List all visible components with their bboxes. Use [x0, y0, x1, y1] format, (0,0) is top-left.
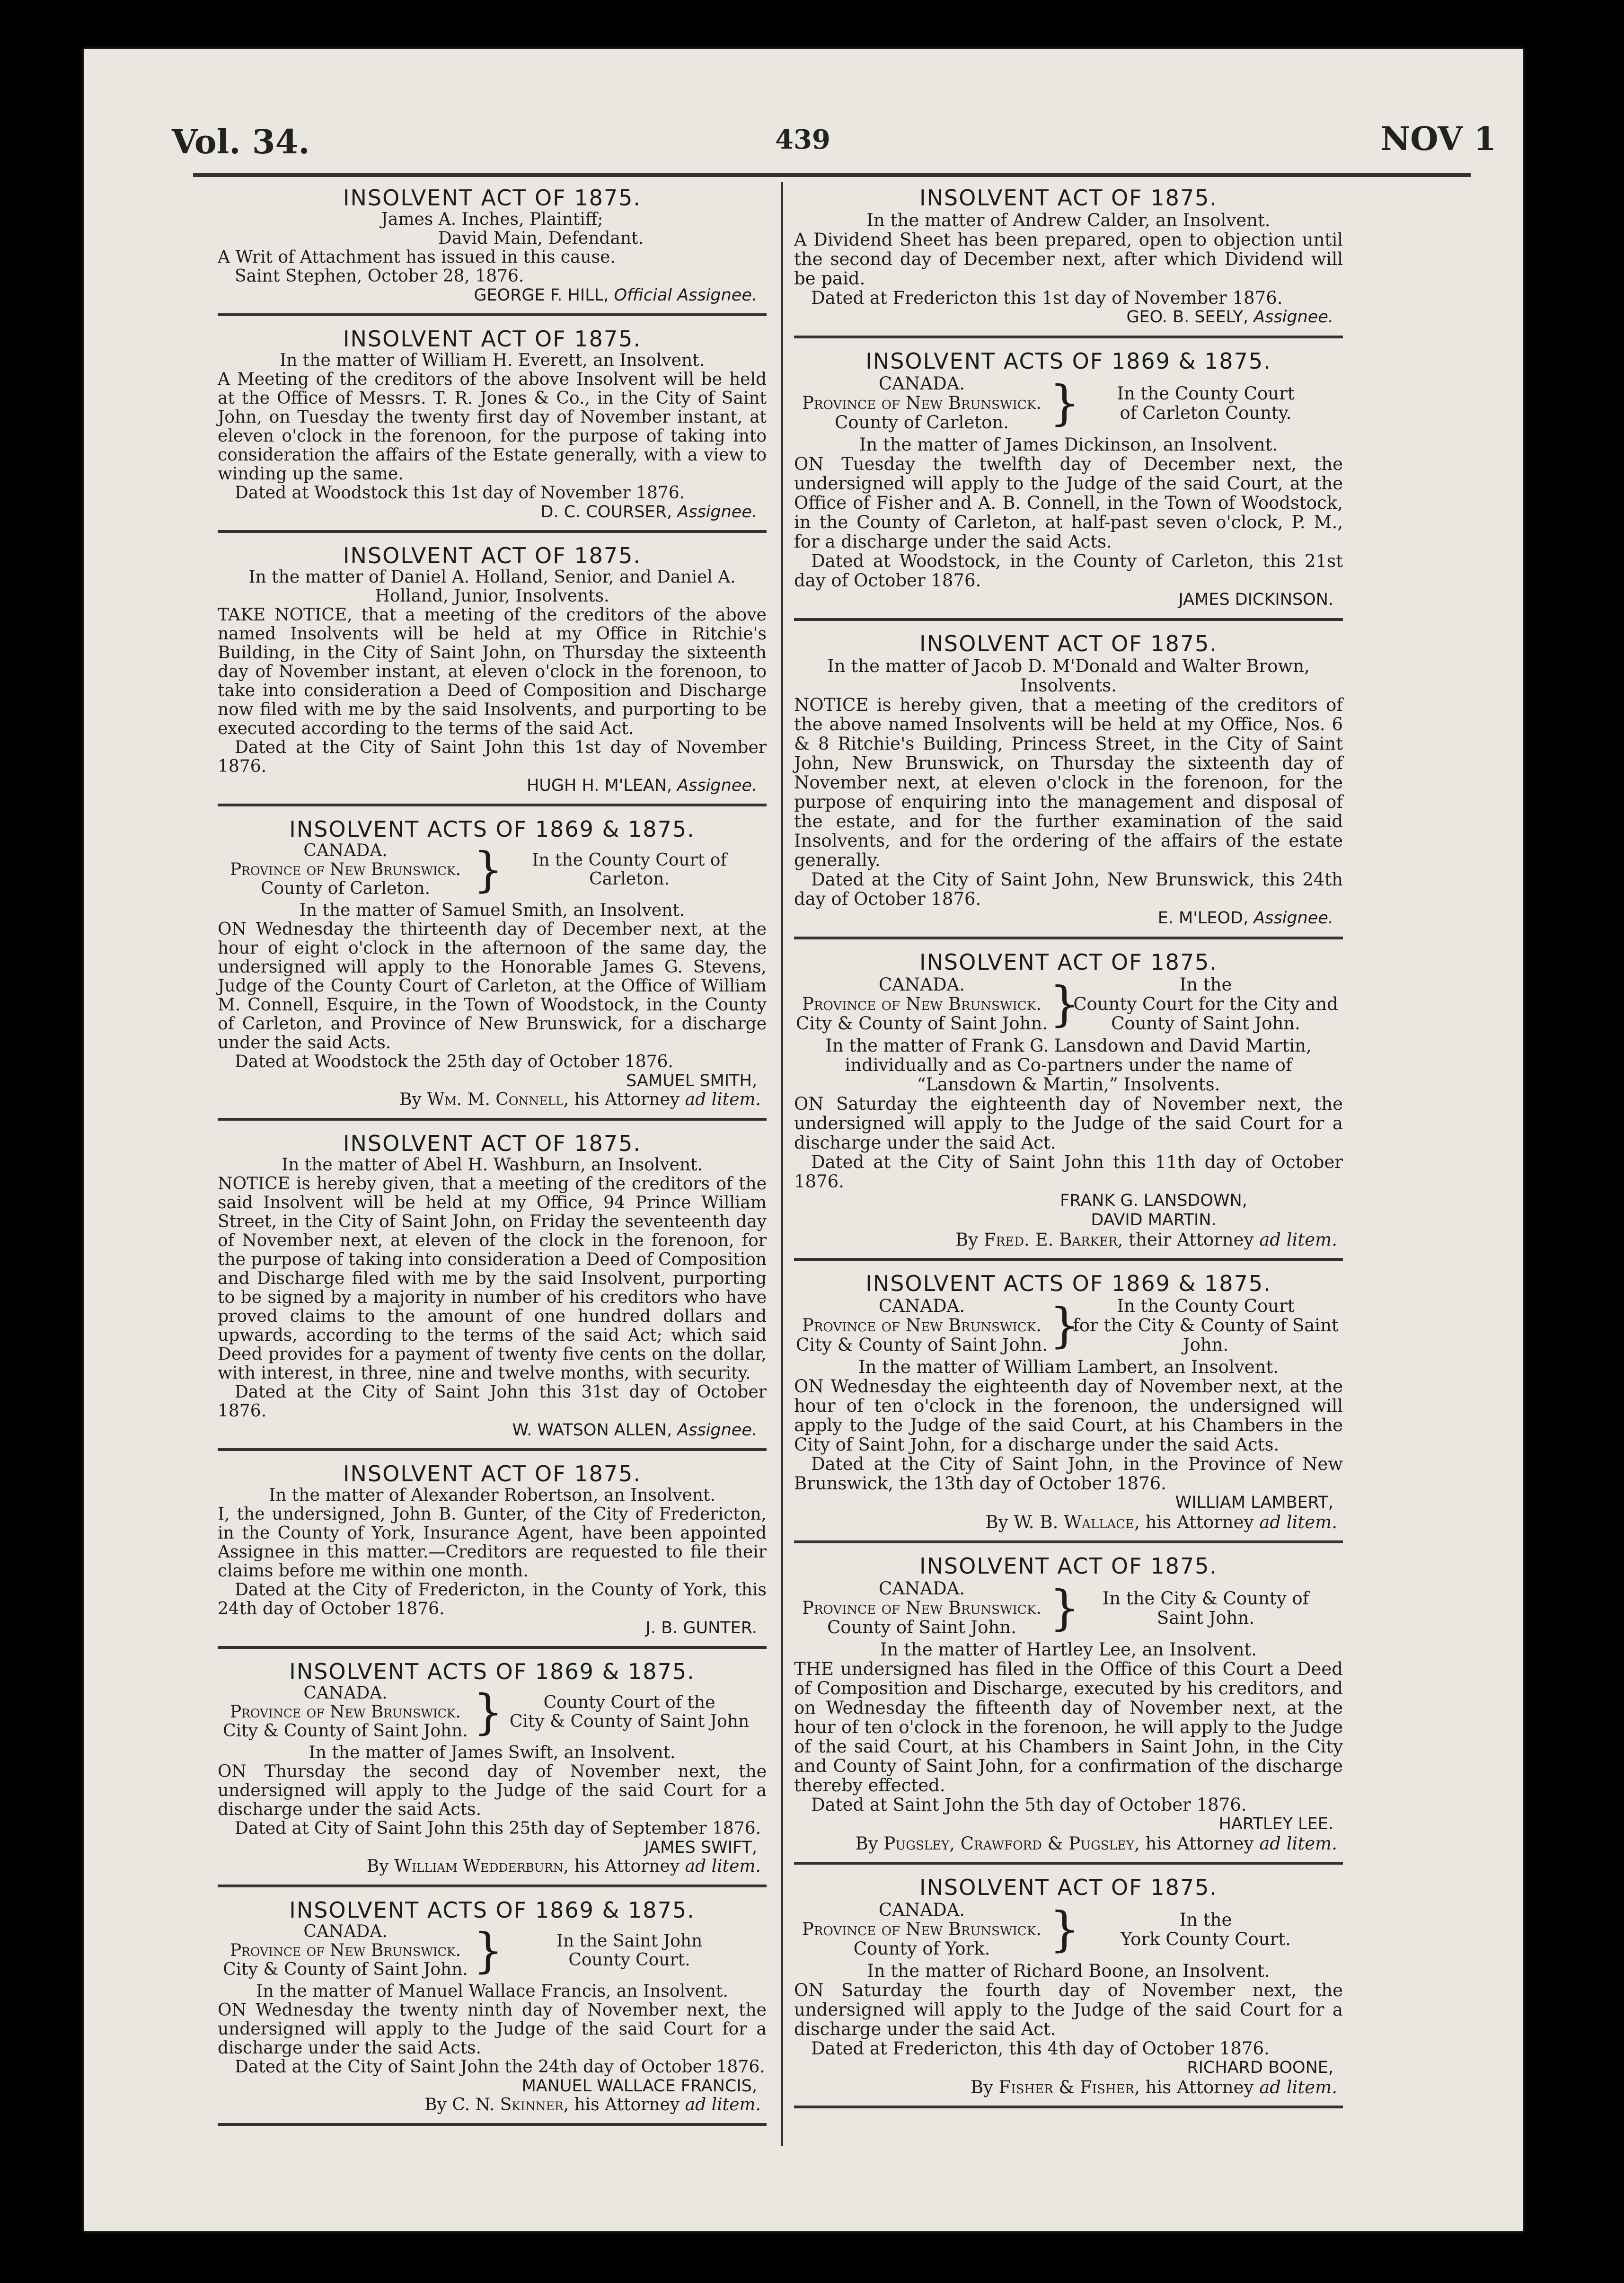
- header-rule: [193, 173, 1471, 177]
- signer-name: MANUEL WALLACE FRANCIS,: [521, 2077, 757, 2096]
- attorney-title: their Attorney: [1129, 1230, 1254, 1250]
- attorney-role: ad litem.: [1259, 1230, 1337, 1250]
- signer-role: Assignee.: [677, 1421, 757, 1440]
- issue-date: NOV 1: [1381, 120, 1496, 158]
- matter-line: In the matter of Samuel Smith, an Insolvent.: [299, 901, 685, 920]
- dated-line: Saint Stephen, October 28, 1876.: [235, 266, 524, 286]
- notice-title: INSOLVENT ACT OF 1875.: [343, 326, 642, 352]
- legal-notice: [218, 1894, 767, 2126]
- brace-symbol: }: [1050, 1901, 1080, 1957]
- signer-name: SAMUEL SMITH,: [626, 1071, 757, 1090]
- notice-title: INSOLVENT ACT OF 1875.: [343, 185, 642, 211]
- notice-body: THE undersigned has filed in the Office of this Court a Deed of Composition and Discharge, executed by his creditors, and on Wednesday the fifteenth day of November next, at the hour of ten o'clock in the forenoon, he will apply to the Judge of the said Court, at his Chambers in Saint John, in the City and County of Saint John, for a confirmation of the discharge thereby effected.: [794, 1659, 1343, 1796]
- party-line: James A. Inches, Plaintiff;: [381, 210, 603, 229]
- notice-title: INSOLVENT ACT OF 1875.: [343, 543, 642, 568]
- matter-line: In the matter of Manuel Wallace Francis, an Insolvent.: [256, 1982, 728, 2001]
- matter-line: In the matter of Daniel A. Holland, Senior, and Daniel A. Holland, Junior, Insolvents.: [248, 567, 736, 606]
- signer-role: Assignee.: [1253, 308, 1333, 327]
- attorney-line: By W. B. Wallace, his Attorney ad litem.: [985, 1512, 1337, 1532]
- notice-body: ON Saturday the eighteenth day of November next, the undersigned will apply to the Judge of the said Court for a discharge under the said Act.: [794, 1094, 1343, 1153]
- brace-symbol: }: [1050, 1580, 1080, 1636]
- page-number: 439: [775, 124, 830, 155]
- dated-line: Dated at Woodstock, in the County of Carleton, this 21st day of October 1876.: [794, 551, 1343, 591]
- court-block: [794, 975, 1343, 1033]
- attorney-title: his Attorney: [574, 2095, 680, 2115]
- brace-symbol: }: [1050, 1297, 1080, 1353]
- attorney-role: ad litem.: [1259, 2077, 1337, 2097]
- notice-title: INSOLVENT ACT OF 1875.: [919, 1875, 1218, 1900]
- signer-line: [218, 1421, 767, 1440]
- signer-name: HUGH H. M'LEAN,: [526, 776, 672, 795]
- signer-name: JAMES SWIFT,: [644, 1838, 757, 1857]
- court-name-line: County of Saint John.: [1111, 1013, 1300, 1034]
- court-name: [1068, 1910, 1343, 1949]
- jurisdiction-line: City & County of Saint John.: [223, 1960, 468, 1979]
- notice-body: TAKE NOTICE, that a meeting of the creditors of the above named Insolvents will be held at my Office in Ritchie's Building, in the City of Saint John, on Thursday the sixteenth day of November instant, at eleven o'clock in the forenoon, to take into consideration a Deed of Composition and Discharge now filed with me by the said Insolvents, and purporting to be executed according to the terms of the said Act.: [218, 605, 767, 738]
- notice-body: ON Thursday the second day of November next, the undersigned will apply to the Judge of the said Court for a discharge under the said Acts.: [218, 1762, 767, 1819]
- court-jurisdiction: [218, 1684, 473, 1741]
- jurisdiction-line: CANADA.: [878, 1578, 965, 1599]
- signer-name: FRANK G. LANSDOWN,: [1060, 1191, 1247, 1210]
- attorney-title: his Attorney: [1145, 2077, 1254, 2097]
- notice-body: ON Wednesday the eighteenth day of November next, at the hour of ten o'clock in the forenoon, the undersigned will apply to the Judge of the said Court, at his Chambers in the City of Saint John, for a discharge under the said Acts.: [794, 1376, 1343, 1455]
- signer-line: [218, 286, 767, 305]
- dated-line: Dated at Woodstock this 1st day of November 1876.: [235, 483, 685, 503]
- court-name-line: In the: [1179, 974, 1232, 995]
- jurisdiction-line: Province of New Brunswick.: [802, 994, 1042, 1014]
- court-name-line: In the Saint John: [556, 1931, 703, 1951]
- signer-name: RICHARD BOONE,: [1187, 2058, 1333, 2077]
- court-block: [794, 1900, 1343, 1958]
- court-name: [1068, 384, 1343, 423]
- notice-title: INSOLVENT ACTS OF 1869 & 1875.: [865, 1271, 1271, 1296]
- jurisdiction-line: Province of New Brunswick.: [229, 860, 461, 879]
- attorney-role: ad litem.: [1259, 1833, 1337, 1854]
- jurisdiction-line: Province of New Brunswick.: [802, 1598, 1042, 1618]
- notice-body: ON Wednesday the thirteenth day of December next, at the hour of eight o'clock in the afternoon of the same day, the undersigned will apply to the Honorable James G. Stevens, Judge of the County Court of Carleton, at the Office of William M. Connell, Esquire, in the Town of Woodstock, in the County of Carleton, and Province of New Brunswick, for a discharge under the said Acts.: [218, 920, 767, 1053]
- dated-line: Dated at the City of Saint John this 11th day of October 1876.: [794, 1152, 1343, 1192]
- attorney-line: By Fred. E. Barker, their Attorney ad litem.: [955, 1230, 1337, 1250]
- court-block: [794, 1296, 1343, 1354]
- jurisdiction-line: County of Carleton.: [834, 412, 1009, 433]
- court-name-line: Saint John.: [1156, 1607, 1255, 1628]
- attorney-line: By C. N. Skinner, his Attorney ad litem.: [424, 2095, 761, 2115]
- notice-title: INSOLVENT ACTS OF 1869 & 1875.: [289, 816, 695, 842]
- notice-title: INSOLVENT ACT OF 1875.: [343, 1461, 642, 1487]
- signer-line: [794, 1814, 1343, 1834]
- signer-line: [794, 1493, 1343, 1513]
- signer-line: [218, 1838, 767, 1857]
- matter-line: In the matter of Richard Boone, an Insolvent.: [867, 1961, 1270, 1981]
- notice-title: INSOLVENT ACT OF 1875.: [919, 185, 1218, 211]
- notice-title: INSOLVENT ACTS OF 1869 & 1875.: [289, 1659, 695, 1684]
- attorney-title: his Attorney: [1145, 1512, 1254, 1532]
- matter-line: In the matter of James Swift, an Insolvent.: [309, 1743, 676, 1762]
- jurisdiction-line: CANADA.: [878, 1900, 965, 1920]
- notice-body: ON Tuesday the twelfth day of December next, the undersigned will apply to the Judge of the said Court, at the Office of Fisher and A. B. Connell, in the Town of Woodstock, in the County of Carleton, at half-past seven o'clock, P. M., for a discharge under the said Acts.: [794, 454, 1343, 552]
- court-name-line: York County Court.: [1121, 1929, 1291, 1949]
- matter-line: In the matter of Abel H. Washburn, an Insolvent.: [281, 1155, 703, 1175]
- jurisdiction-line: County of Carleton.: [260, 879, 431, 898]
- court-name-line: City & County of Saint John: [509, 1712, 750, 1731]
- notice-title: INSOLVENT ACT OF 1875.: [919, 631, 1218, 656]
- notice-body: ON Wednesday the twenty ninth day of November next, the undersigned will apply to the Judge of the said Court for a discharge under the said Acts.: [218, 2000, 767, 2058]
- signer-name: J. B. GUNTER.: [645, 1619, 757, 1637]
- signer-role: Assignee.: [1253, 909, 1333, 928]
- signer-name: W. WATSON ALLEN,: [512, 1421, 672, 1440]
- signer-line: [794, 308, 1343, 327]
- dated-line: Dated at City of Saint John this 25th day of September 1876.: [235, 1819, 761, 1838]
- attorney-title: his Attorney: [574, 1857, 680, 1876]
- court-name: [492, 1693, 767, 1731]
- column-divider: [781, 182, 783, 2146]
- court-block: [218, 1922, 767, 1979]
- dated-line: Dated at the City of Saint John this 31st day of October 1876.: [218, 1382, 767, 1421]
- court-block: [794, 374, 1343, 432]
- jurisdiction-line: Province of New Brunswick.: [802, 393, 1042, 413]
- matter-line: In the matter of James Dickinson, an Insolvent.: [859, 434, 1278, 455]
- matter-line: In the matter of Andrew Calder, an Insolvent.: [866, 210, 1271, 230]
- notice-title: INSOLVENT ACT OF 1875.: [919, 949, 1218, 975]
- court-name-line: County Court for the City and: [1073, 994, 1338, 1014]
- dated-line: Dated at the City of Saint John this 1st day of November 1876.: [218, 738, 767, 776]
- legal-notice: [218, 813, 767, 1121]
- jurisdiction-line: Province of New Brunswick.: [229, 1941, 461, 1960]
- dated-line: Dated at the City of Saint John the 24th day of October 1876.: [235, 2057, 765, 2077]
- dated-line: Dated at Fredericton, this 4th day of October 1876.: [811, 2038, 1270, 2059]
- attorney-line: By Fisher & Fisher, his Attorney ad litem.: [970, 2077, 1337, 2097]
- court-jurisdiction: [218, 1922, 473, 1979]
- notice-title: INSOLVENT ACTS OF 1869 & 1875.: [865, 348, 1271, 374]
- court-name-line: Carleton.: [589, 869, 670, 889]
- legal-notice: [218, 540, 767, 806]
- court-name-line: In the: [1179, 1909, 1232, 1930]
- signer-line: [218, 503, 767, 522]
- jurisdiction-line: CANADA.: [878, 974, 965, 995]
- dated-line: Dated at the City of Saint John, in the Province of New Brunswick, the 13th day of October 1876.: [794, 1454, 1343, 1494]
- signer-name: D. C. COURSER,: [540, 503, 672, 522]
- attorney-line: By William Wedderburn, his Attorney ad litem.: [366, 1857, 761, 1876]
- legal-notice: [218, 323, 767, 533]
- dated-line: Dated at Fredericton this 1st day of November 1876.: [811, 288, 1283, 308]
- legal-notice: [794, 182, 1343, 338]
- legal-notice: [218, 1655, 767, 1887]
- notice-body: NOTICE is hereby given, that a meeting of the creditors of the said Insolvent will be held at my Office, 94 Prince William Street, in the City of Saint John, on Friday the seventeenth day of November next, at eleven of the clock in the forenoon, for the purpose of taking into consideration a Deed of Composition and Discharge filed with me by the said Insolvent, purporting to be signed by a majority in number of his creditors who have proved claims to the amount of one hundred dollars and upwards, according to the terms of the said Act; which said Deed provides for a payment of twenty five cents on the dollar, with interest, in three, nine and twelve months, with security.: [218, 1174, 767, 1383]
- notice-body: A Dividend Sheet has been prepared, open to objection until the second day of December next, after which Dividend will be paid.: [794, 230, 1343, 289]
- court-block: [218, 1684, 767, 1741]
- notice-title: INSOLVENT ACT OF 1875.: [343, 1131, 642, 1156]
- notice-body: A Meeting of the creditors of the above Insolvent will be held at the Office of Messrs. T. R. Jones & Co., in the City of Saint John, on Tuesday the twenty first day of November instant, at eleven o'clock in the forenoon, for the purpose of taking into consideration the affairs of the Estate generally, with a view to winding up the same.: [218, 370, 767, 484]
- court-name-line: County Court of the: [543, 1693, 715, 1712]
- legal-notice: [218, 1127, 767, 1451]
- court-jurisdiction: [794, 374, 1050, 432]
- attorney-name: W. B. Wallace,: [1014, 1512, 1140, 1532]
- dated-line: Dated at Woodstock the 25th day of October 1876.: [235, 1052, 673, 1071]
- court-name: [1068, 1589, 1343, 1628]
- jurisdiction-line: City & County of Saint John.: [223, 1721, 468, 1741]
- attorney-name: Wm. M. Connell,: [427, 1090, 569, 1109]
- dated-line: Dated at the City of Saint John, New Brunswick, this 24th day of October 1876.: [794, 869, 1343, 909]
- signer-name: DAVID MARTIN.: [1091, 1211, 1217, 1230]
- court-jurisdiction: [794, 1900, 1050, 1958]
- court-name-line: In the County Court: [1117, 383, 1295, 404]
- left-column: [218, 182, 767, 2133]
- brace-symbol: }: [1050, 375, 1080, 431]
- jurisdiction-line: CANADA.: [878, 373, 965, 394]
- signer-role: Assignee.: [677, 503, 757, 522]
- court-jurisdiction: [794, 975, 1050, 1033]
- attorney-role: ad litem.: [685, 2095, 761, 2115]
- legal-notice: [218, 182, 767, 316]
- jurisdiction-line: Province of New Brunswick.: [802, 1315, 1042, 1336]
- signer-line: [218, 1619, 767, 1637]
- legal-notice: [794, 1267, 1343, 1543]
- signer-name: WILLIAM LAMBERT,: [1175, 1493, 1333, 1512]
- court-name-line: County Court.: [568, 1950, 690, 1970]
- legal-notice: [794, 1550, 1343, 1865]
- notice-body: A Writ of Attachment has issued in this cause.: [218, 248, 616, 267]
- jurisdiction-line: CANADA.: [303, 1922, 388, 1941]
- court-name: [492, 1932, 767, 1970]
- right-column: [794, 182, 1343, 2115]
- signer-name: GEORGE F. HILL,: [474, 286, 609, 305]
- court-block: [218, 841, 767, 898]
- brace-symbol: }: [473, 842, 503, 897]
- jurisdiction-line: City & County of Saint John.: [795, 1335, 1048, 1355]
- court-block: [794, 1579, 1343, 1637]
- signer-name: GEO. B. SEELY,: [1126, 308, 1249, 327]
- court-name-line: of Carleton County.: [1120, 402, 1292, 423]
- legal-notice: [794, 946, 1343, 1261]
- jurisdiction-line: County of York.: [853, 1938, 990, 1959]
- dated-line: Dated at Saint John the 5th day of October 1876.: [811, 1795, 1247, 1815]
- party-line: David Main, Defendant.: [438, 229, 644, 248]
- matter-line: In the matter of Jacob D. M'Donald and Walter Brown, Insolvents.: [827, 656, 1310, 696]
- jurisdiction-line: Province of New Brunswick.: [229, 1702, 461, 1722]
- notice-title: INSOLVENT ACTS OF 1869 & 1875.: [289, 1897, 695, 1923]
- legal-notice: [794, 628, 1343, 939]
- jurisdiction-line: CANADA.: [303, 1683, 388, 1703]
- court-name-line: In the County Court of: [532, 850, 727, 870]
- attorney-title: his Attorney: [574, 1090, 680, 1109]
- matter-line: In the matter of William H. Everett, an Insolvent.: [279, 351, 705, 370]
- court-name-line: In the City & County of: [1102, 1588, 1309, 1609]
- attorney-name: C. N. Skinner,: [452, 2095, 569, 2115]
- notice-title: INSOLVENT ACT OF 1875.: [919, 1553, 1218, 1579]
- signer-name: E. M'LEOD,: [1157, 909, 1249, 928]
- court-name-line: for the City & County of Saint John.: [1073, 1315, 1339, 1355]
- jurisdiction-line: CANADA.: [303, 841, 388, 860]
- page-header: [84, 49, 1523, 163]
- signer-line: [794, 590, 1343, 610]
- signer-line: [218, 1071, 767, 1090]
- notice-body: NOTICE is hereby given, that a meeting of the creditors of the above named Insolvents will be held at my Office, Nos. 6 & 8 Ritchie's Building, Princess Street, in the City of Saint John, New Brunswick, on Thursday the sixteenth day of November next, at eleven o'clock in the forenoon, for the purpose of enquiring into the management and disposal of the estate, and for the further examination of the said Insolvents, and for the ordering of the affairs of the estate generally.: [794, 695, 1343, 870]
- attorney-name: Fred. E. Barker,: [983, 1230, 1123, 1250]
- court-jurisdiction: [794, 1296, 1050, 1354]
- attorney-name: Fisher & Fisher,: [998, 2077, 1140, 2097]
- signer-line: [794, 2058, 1343, 2078]
- brace-symbol: }: [473, 1923, 503, 1978]
- attorney-line: By Pugsley, Crawford & Pugsley, his Attorney ad litem.: [855, 1833, 1337, 1854]
- jurisdiction-line: County of Saint John.: [827, 1617, 1016, 1637]
- court-name: [1068, 1296, 1343, 1354]
- court-jurisdiction: [794, 1579, 1050, 1637]
- dated-line: Dated at the City of Fredericton, in the County of York, this 24th day of October 1876.: [218, 1580, 767, 1619]
- signer-name: HARTLEY LEE.: [1218, 1814, 1333, 1833]
- matter-line: In the matter of Alexander Robertson, an Insolvent.: [269, 1486, 715, 1505]
- matter-line: In the matter of William Lambert, an Insolvent.: [858, 1357, 1279, 1377]
- brace-symbol: }: [1050, 976, 1080, 1032]
- signer-name: JAMES DICKINSON.: [1178, 590, 1333, 609]
- legal-notice: [218, 1458, 767, 1649]
- signer-role: Assignee.: [677, 776, 757, 795]
- jurisdiction-line: CANADA.: [878, 1296, 965, 1316]
- attorney-line: By Wm. M. Connell, his Attorney ad litem.: [399, 1090, 761, 1109]
- signer-line: [794, 909, 1343, 928]
- legal-notice: [794, 345, 1343, 621]
- signer-line: [218, 776, 767, 795]
- legal-notice: [794, 1871, 1343, 2108]
- court-name: [1068, 975, 1343, 1033]
- attorney-role: ad litem.: [685, 1090, 761, 1109]
- matter-line: In the matter of Frank G. Lansdown and David Martin, individually and as Co-partners under the name of “Lansdown & Martin,” Insolvents.: [825, 1035, 1312, 1095]
- court-name: [492, 851, 767, 889]
- court-jurisdiction: [218, 841, 473, 898]
- attorney-role: ad litem.: [685, 1857, 761, 1876]
- attorney-role: ad litem.: [1259, 1512, 1337, 1532]
- court-name-line: In the County Court: [1117, 1296, 1295, 1316]
- attorney-name: Pugsley, Crawford & Pugsley,: [883, 1833, 1140, 1854]
- attorney-title: his Attorney: [1145, 1833, 1254, 1854]
- jurisdiction-line: Province of New Brunswick.: [802, 1919, 1042, 1939]
- jurisdiction-line: City & County of Saint John.: [795, 1013, 1048, 1034]
- attorney-name: William Wedderburn,: [394, 1857, 569, 1876]
- matter-line: In the matter of Hartley Lee, an Insolvent.: [880, 1639, 1257, 1660]
- notice-body: I, the undersigned, John B. Gunter, of the City of Fredericton, in the County of York, Insurance Agent, have been appointed Assignee in this matter.—Creditors are requested to file their claims before me within one month.: [218, 1504, 767, 1581]
- notice-body: ON Saturday the fourth day of November next, the undersigned will apply to the Judge of the said Court for a discharge under the said Act.: [794, 1980, 1343, 2039]
- gazette-page: [84, 49, 1523, 2231]
- brace-symbol: }: [473, 1684, 503, 1740]
- signer-role: Official Assignee.: [614, 286, 757, 305]
- signer-line: [218, 2077, 767, 2096]
- volume-label: Vol. 34.: [172, 122, 310, 161]
